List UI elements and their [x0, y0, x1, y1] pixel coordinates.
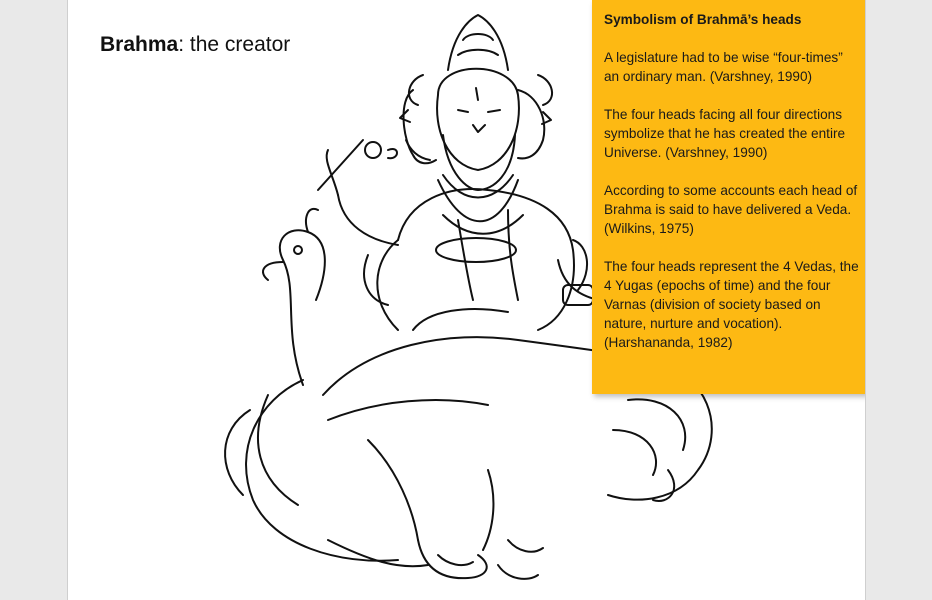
- symbolism-callout: [592, 0, 866, 394]
- callout-paragraph: The four heads represent the 4 Vedas, the 4 Yugas (epochs of time) and the four Varnas (division of society based on nature, nurture and vocation). (Harshananda, 1982): [604, 259, 859, 350]
- callout-paragraph: The four heads facing all four directions symbolize that he has created the entire Universe. (Varshney, 1990): [604, 107, 846, 160]
- callout-heading: Symbolism of Brahmā’s heads: [604, 12, 802, 27]
- callout-paragraph: According to some accounts each head of Brahma is said to have delivered a Veda. (Wilkins, 1975): [604, 183, 858, 236]
- slide: [67, 0, 866, 600]
- title-bold: Brahma: [100, 33, 179, 56]
- title-rest: : the creator: [178, 33, 291, 56]
- callout-paragraph: A legislature had to be wise “four-times” an ordinary man. (Varshney, 1990): [604, 50, 843, 84]
